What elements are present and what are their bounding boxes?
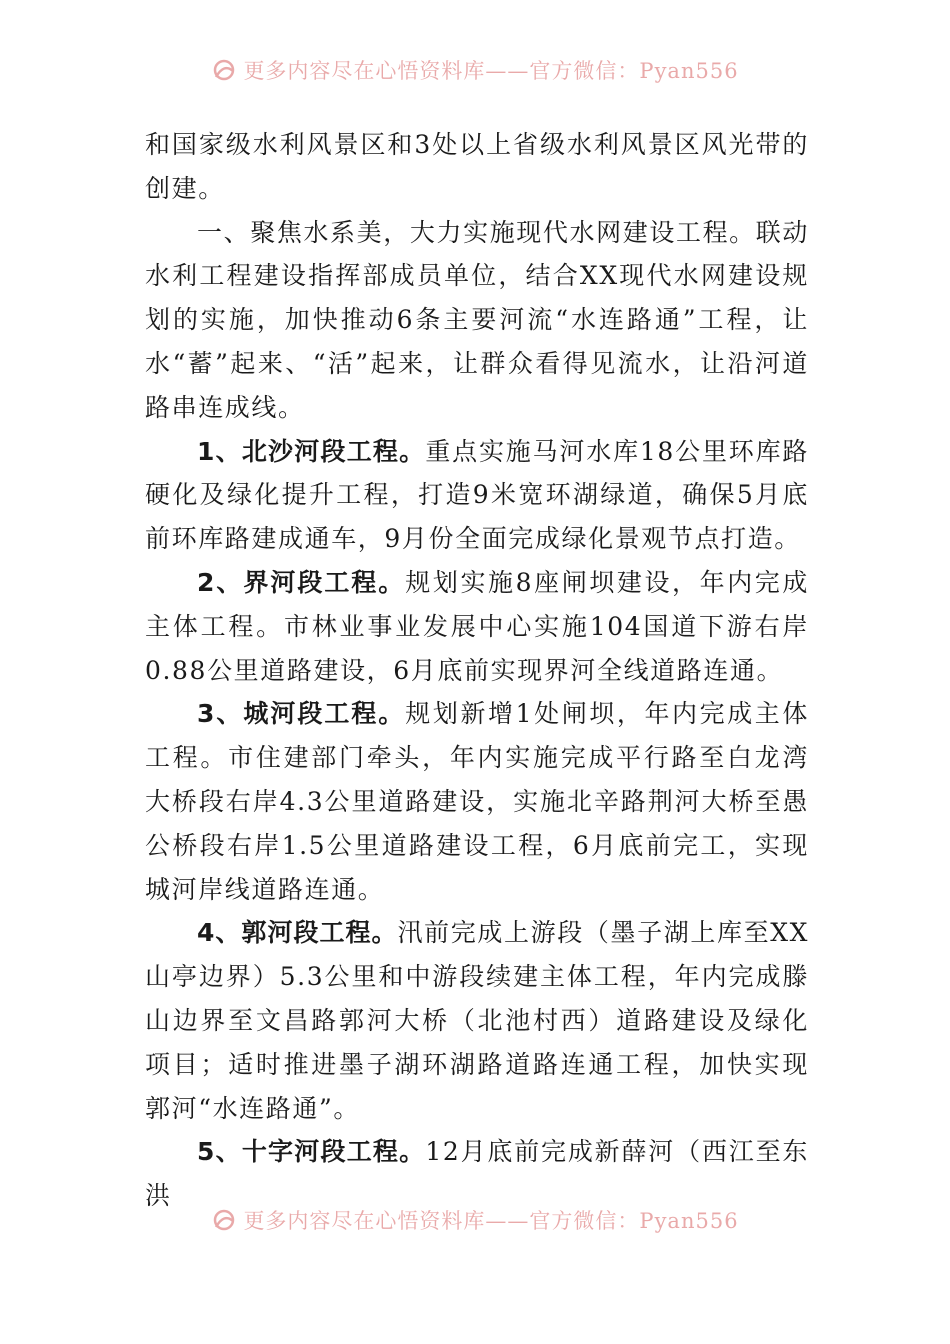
watermark-text: 更多内容尽在心悟资料库——官方微信：Pyan556 (243, 1209, 739, 1233)
watermark-text: 更多内容尽在心悟资料库——官方微信：Pyan556 (243, 59, 739, 83)
paragraph-continuation: 和国家级水利风景区和3处以上省级水利风景区风光带的创建。 (145, 130, 809, 203)
watermark-footer (0, 1200, 950, 1240)
paragraph-item-2 (145, 561, 809, 692)
item-3-body: 规划新增1处闸坝，年内完成主体工程。市住建部门牵头，年内实施完成平行路至白龙湾大桥段右岸4.3公里道路建设，实施北辛路荆河大桥至愚公桥段右岸1.5公里道路建设工程，6月底前完工，实现城河岸线道路连通。 (145, 699, 809, 904)
item-2-heading: 2、界河段工程。 (197, 567, 406, 597)
paragraph-item-3 (145, 692, 809, 911)
paragraph-item-1 (145, 430, 809, 561)
item-3-heading: 3、城河段工程。 (197, 699, 406, 729)
item-2-body: 规划实施8座闸坝建设，年内完成主体工程。市林业事业发展中心实施104国道下游右岸0.88公里道路建设，6月底前实现界河全线道路连通。 (145, 567, 809, 685)
paragraph-section-one: 一、聚焦水系美，大力实施现代水网建设工程。联动水利工程建设指挥部成员单位，结合XX现代水网建设规划的实施，加快推动6条主要河流“水连路通”工程，让水“蓄”起来、“活”起来，让群众看得见流水，让沿河道路串连成线。 (145, 217, 809, 422)
item-1-body: 重点实施马河水库18公里环库路硬化及绿化提升工程，打造9米宽环湖绿道，确保5月底前环库路建成通车，9月份全面完成绿化景观节点打造。 (145, 436, 809, 554)
item-1-heading: 1、北沙河段工程。 (197, 436, 426, 466)
document-body (145, 123, 809, 1218)
item-4-heading: 4、郭河段工程。 (197, 918, 398, 948)
watermark-logo-icon (211, 57, 237, 83)
watermark-header (0, 50, 950, 90)
paragraph-item-4 (145, 911, 809, 1130)
item-4-body: 汛前完成上游段（墨子湖上库至XX山亭边界）5.3公里和中游段续建主体工程，年内完成滕山边界至文昌路郭河大桥（北池村西）道路建设及绿化项目；适时推进墨子湖环湖路道路连通工程，加快实现郭河“水连路通”。 (145, 918, 809, 1123)
item-5-heading: 5、十字河段工程。 (197, 1137, 426, 1167)
item-5-body: 12月底前完成新薛河（西江至东洪 (145, 1137, 809, 1211)
watermark-logo-icon (211, 1207, 237, 1233)
